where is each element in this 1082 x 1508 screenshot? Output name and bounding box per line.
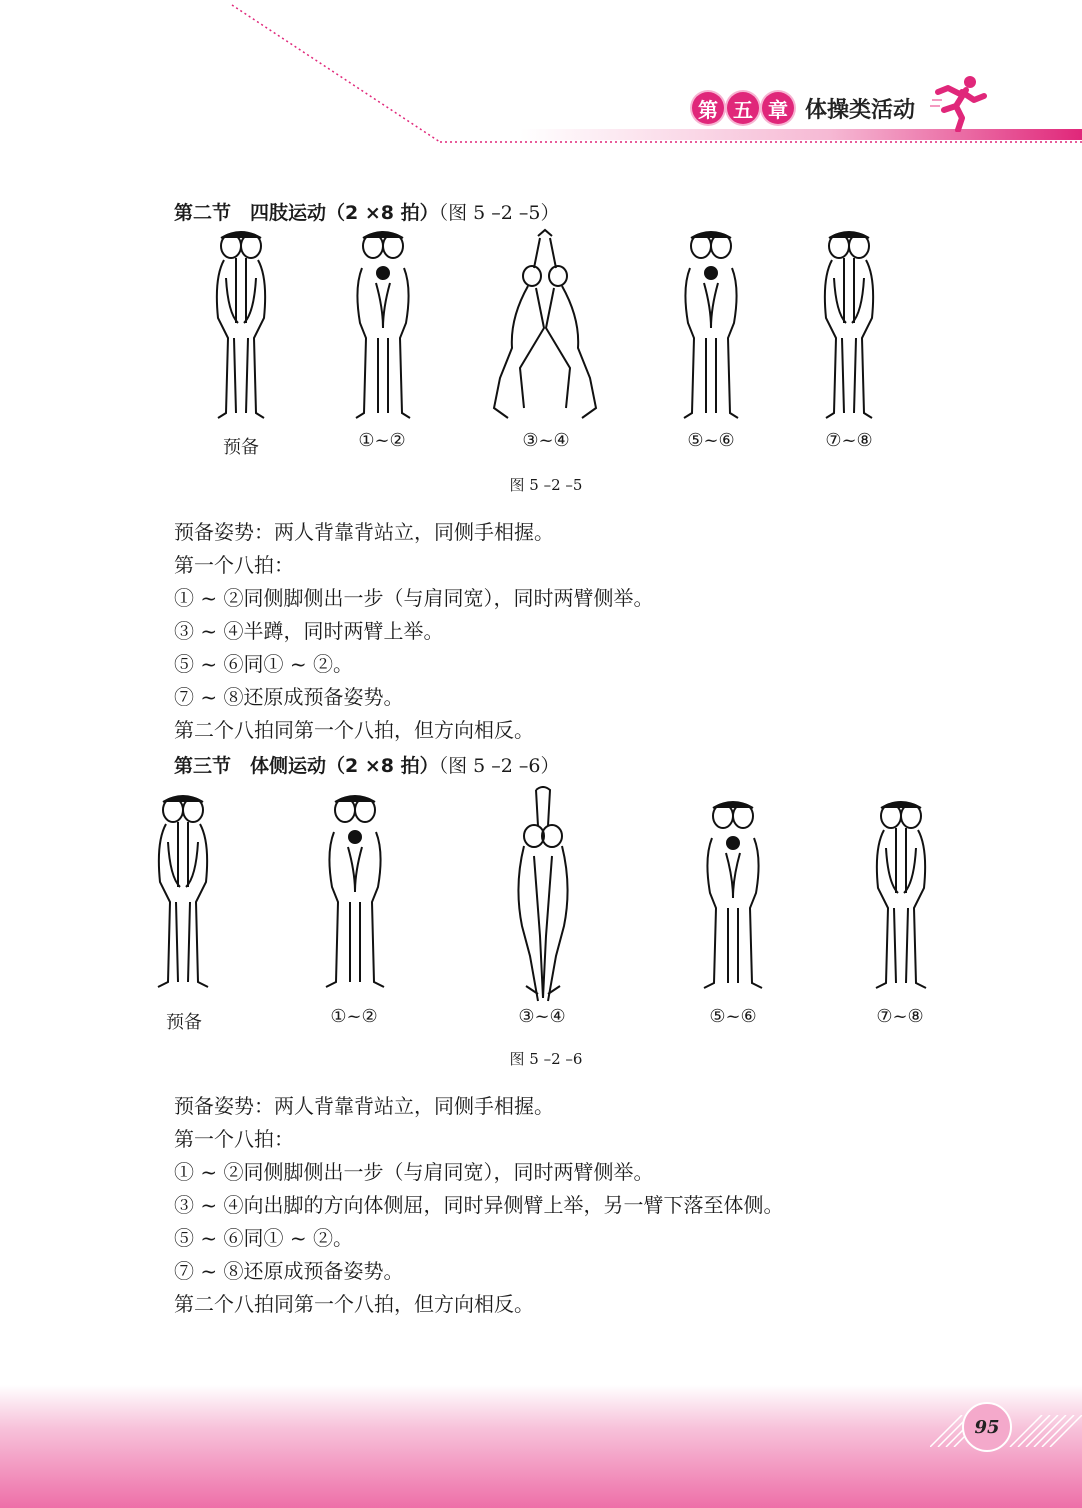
paragraph: ⑦ ~ ⑧还原成预备姿势。 [174, 685, 404, 709]
section-3-text [174, 1090, 783, 1321]
figure-label-ready: 预备 [166, 1012, 202, 1033]
section-3-title: 第三节 体侧运动（2 ×8 拍） [174, 755, 439, 777]
footer-band [0, 1385, 1082, 1508]
header-decoration [0, 0, 1082, 160]
paragraph: 第一个八拍： [174, 1127, 294, 1151]
figure-label-7-8: ⑦~⑧ [876, 1006, 924, 1027]
pose-3-4-figure [508, 786, 578, 1006]
pose-ready-figure [148, 792, 218, 992]
figure-label-3-4: ③~④ [518, 1006, 566, 1027]
section-2-heading [174, 198, 559, 225]
figure-label-1-2: ①~② [358, 430, 406, 451]
pose-5-6-figure [676, 228, 746, 423]
figure-label-5-6: ⑤~⑥ [687, 430, 735, 451]
paragraph: ① ~ ②同侧脚侧出一步（与肩同宽），同时两臂侧举。 [174, 1160, 654, 1184]
paragraph: 第二个八拍同第一个八拍，但方向相反。 [174, 1292, 534, 1316]
paragraph: ⑤ ~ ⑥同① ~ ②。 [174, 1226, 353, 1250]
page-number: 95 [962, 1402, 1012, 1452]
chapter-heading [692, 92, 915, 124]
section-3-heading [174, 751, 559, 778]
paragraph: 预备姿势：两人背靠背站立，同侧手相握。 [174, 520, 554, 544]
section-3-figure-ref: （图 5 –2 –6） [438, 755, 560, 777]
paragraph: ③ ~ ④半蹲，同时两臂上举。 [174, 619, 444, 643]
paragraph: 第二个八拍同第一个八拍，但方向相反。 [174, 718, 534, 742]
paragraph: ⑦ ~ ⑧还原成预备姿势。 [174, 1259, 404, 1283]
figure-label-ready: 预备 [223, 437, 259, 458]
pose-7-8-figure [866, 798, 936, 993]
section-2-figure-ref: （图 5 –2 –5） [438, 202, 560, 224]
pose-1-2-figure [320, 792, 390, 992]
chapter-title: 体操类活动 [805, 97, 916, 123]
figure-caption: 图 5 –2 –5 [509, 476, 583, 494]
paragraph: ③ ~ ④向出脚的方向体侧屈，同时异侧臂上举，另一臂下落至体侧。 [174, 1193, 784, 1217]
pose-5-6-figure [698, 798, 768, 993]
chapter-badge-3: 章 [762, 92, 794, 124]
paragraph: 第一个八拍： [174, 553, 294, 577]
section-2-title: 第二节 四肢运动（2 ×8 拍） [174, 202, 439, 224]
pose-3-4-figure [490, 228, 600, 423]
running-figure-icon [928, 70, 990, 132]
figure-caption: 图 5 –2 –6 [509, 1050, 583, 1068]
paragraph: ⑤ ~ ⑥同① ~ ②。 [174, 652, 353, 676]
chapter-badge-1: 第 [692, 92, 724, 124]
figure-label-5-6: ⑤~⑥ [709, 1006, 757, 1027]
chapter-badge-2: 五 [727, 92, 759, 124]
section-2-text [174, 516, 653, 747]
figure-label-7-8: ⑦~⑧ [825, 430, 873, 451]
pose-ready-figure [206, 228, 276, 423]
paragraph: ① ~ ②同侧脚侧出一步（与肩同宽），同时两臂侧举。 [174, 586, 654, 610]
paragraph: 预备姿势：两人背靠背站立，同侧手相握。 [174, 1094, 554, 1118]
figure-label-3-4: ③~④ [522, 430, 570, 451]
pose-7-8-figure [814, 228, 884, 423]
pose-1-2-figure [348, 228, 418, 423]
figure-label-1-2: ①~② [330, 1006, 378, 1027]
